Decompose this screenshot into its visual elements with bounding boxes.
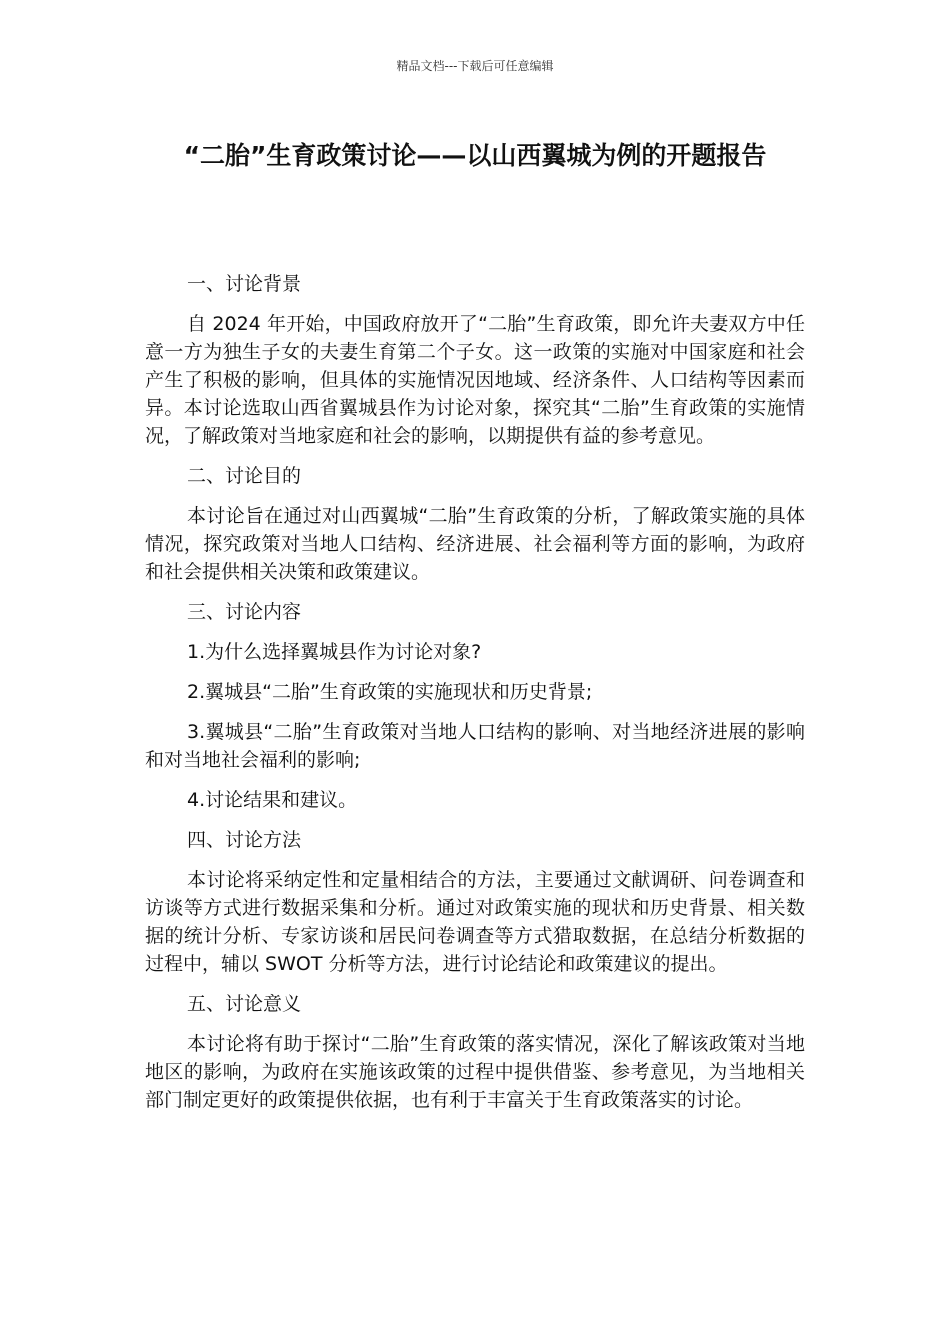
section-heading-purpose: 二、讨论目的 xyxy=(187,465,302,487)
section-heading-background: 一、讨论背景 xyxy=(187,273,302,295)
paragraph-purpose: 本讨论旨在通过对山西翼城“二胎”生育政策的分析，了解政策实施的具体情况，探究政策对当地人口结构、经济进展、社会福利等方面的影响，为政府和社会提供相关决策和政策建议。 xyxy=(145,505,805,583)
list-item: 4.讨论结果和建议。 xyxy=(187,789,358,811)
section-heading-method: 四、讨论方法 xyxy=(187,829,302,851)
list-item: 3.翼城县“二胎”生育政策对当地人口结构的影响、对当地经济进展的影响和对当地社会福利的影响; xyxy=(145,721,805,771)
list-item: 1.为什么选择翼城县作为讨论对象? xyxy=(187,641,482,663)
paragraph-method: 本讨论将采纳定性和定量相结合的方法，主要通过文献调研、问卷调查和访谈等方式进行数据采集和分析。通过对政策实施的现状和历史背景、相关数据的统计分析、专家访谈和居民问卷调查等方式猎取数据，在总结分析数据的过程中，辅以 SWOT 分析等方法，进行讨论结论和政策建议的提出。 xyxy=(145,869,805,975)
document-title: “二胎”生育政策讨论——以山西翼城为例的开题报告 xyxy=(183,141,767,170)
paragraph-significance: 本讨论将有助于探讨“二胎”生育政策的落实情况，深化了解该政策对当地地区的影响，为政府在实施该政策的过程中提供借鉴、参考意见，为当地相关部门制定更好的政策提供依据，也有利于丰富关于生育政策落实的讨论。 xyxy=(145,1033,805,1111)
section-heading-content: 三、讨论内容 xyxy=(187,601,302,623)
header-note: 精品文档---下载后可任意编辑 xyxy=(396,59,554,73)
list-item: 2.翼城县“二胎”生育政策的实施现状和历史背景; xyxy=(187,681,593,703)
document-body xyxy=(145,270,805,1126)
paragraph-background: 自 2024 年开始，中国政府放开了“二胎”生育政策，即允许夫妻双方中任意一方为独生子女的夫妻生育第二个子女。这一政策的实施对中国家庭和社会产生了积极的影响，但具体的实施情况因地域、经济条件、人口结构等因素而异。本讨论选取山西省翼城县作为讨论对象，探究其“二胎”生育政策的实施情况，了解政策对当地家庭和社会的影响，以期提供有益的参考意见。 xyxy=(145,313,805,447)
section-heading-significance: 五、讨论意义 xyxy=(187,993,302,1015)
